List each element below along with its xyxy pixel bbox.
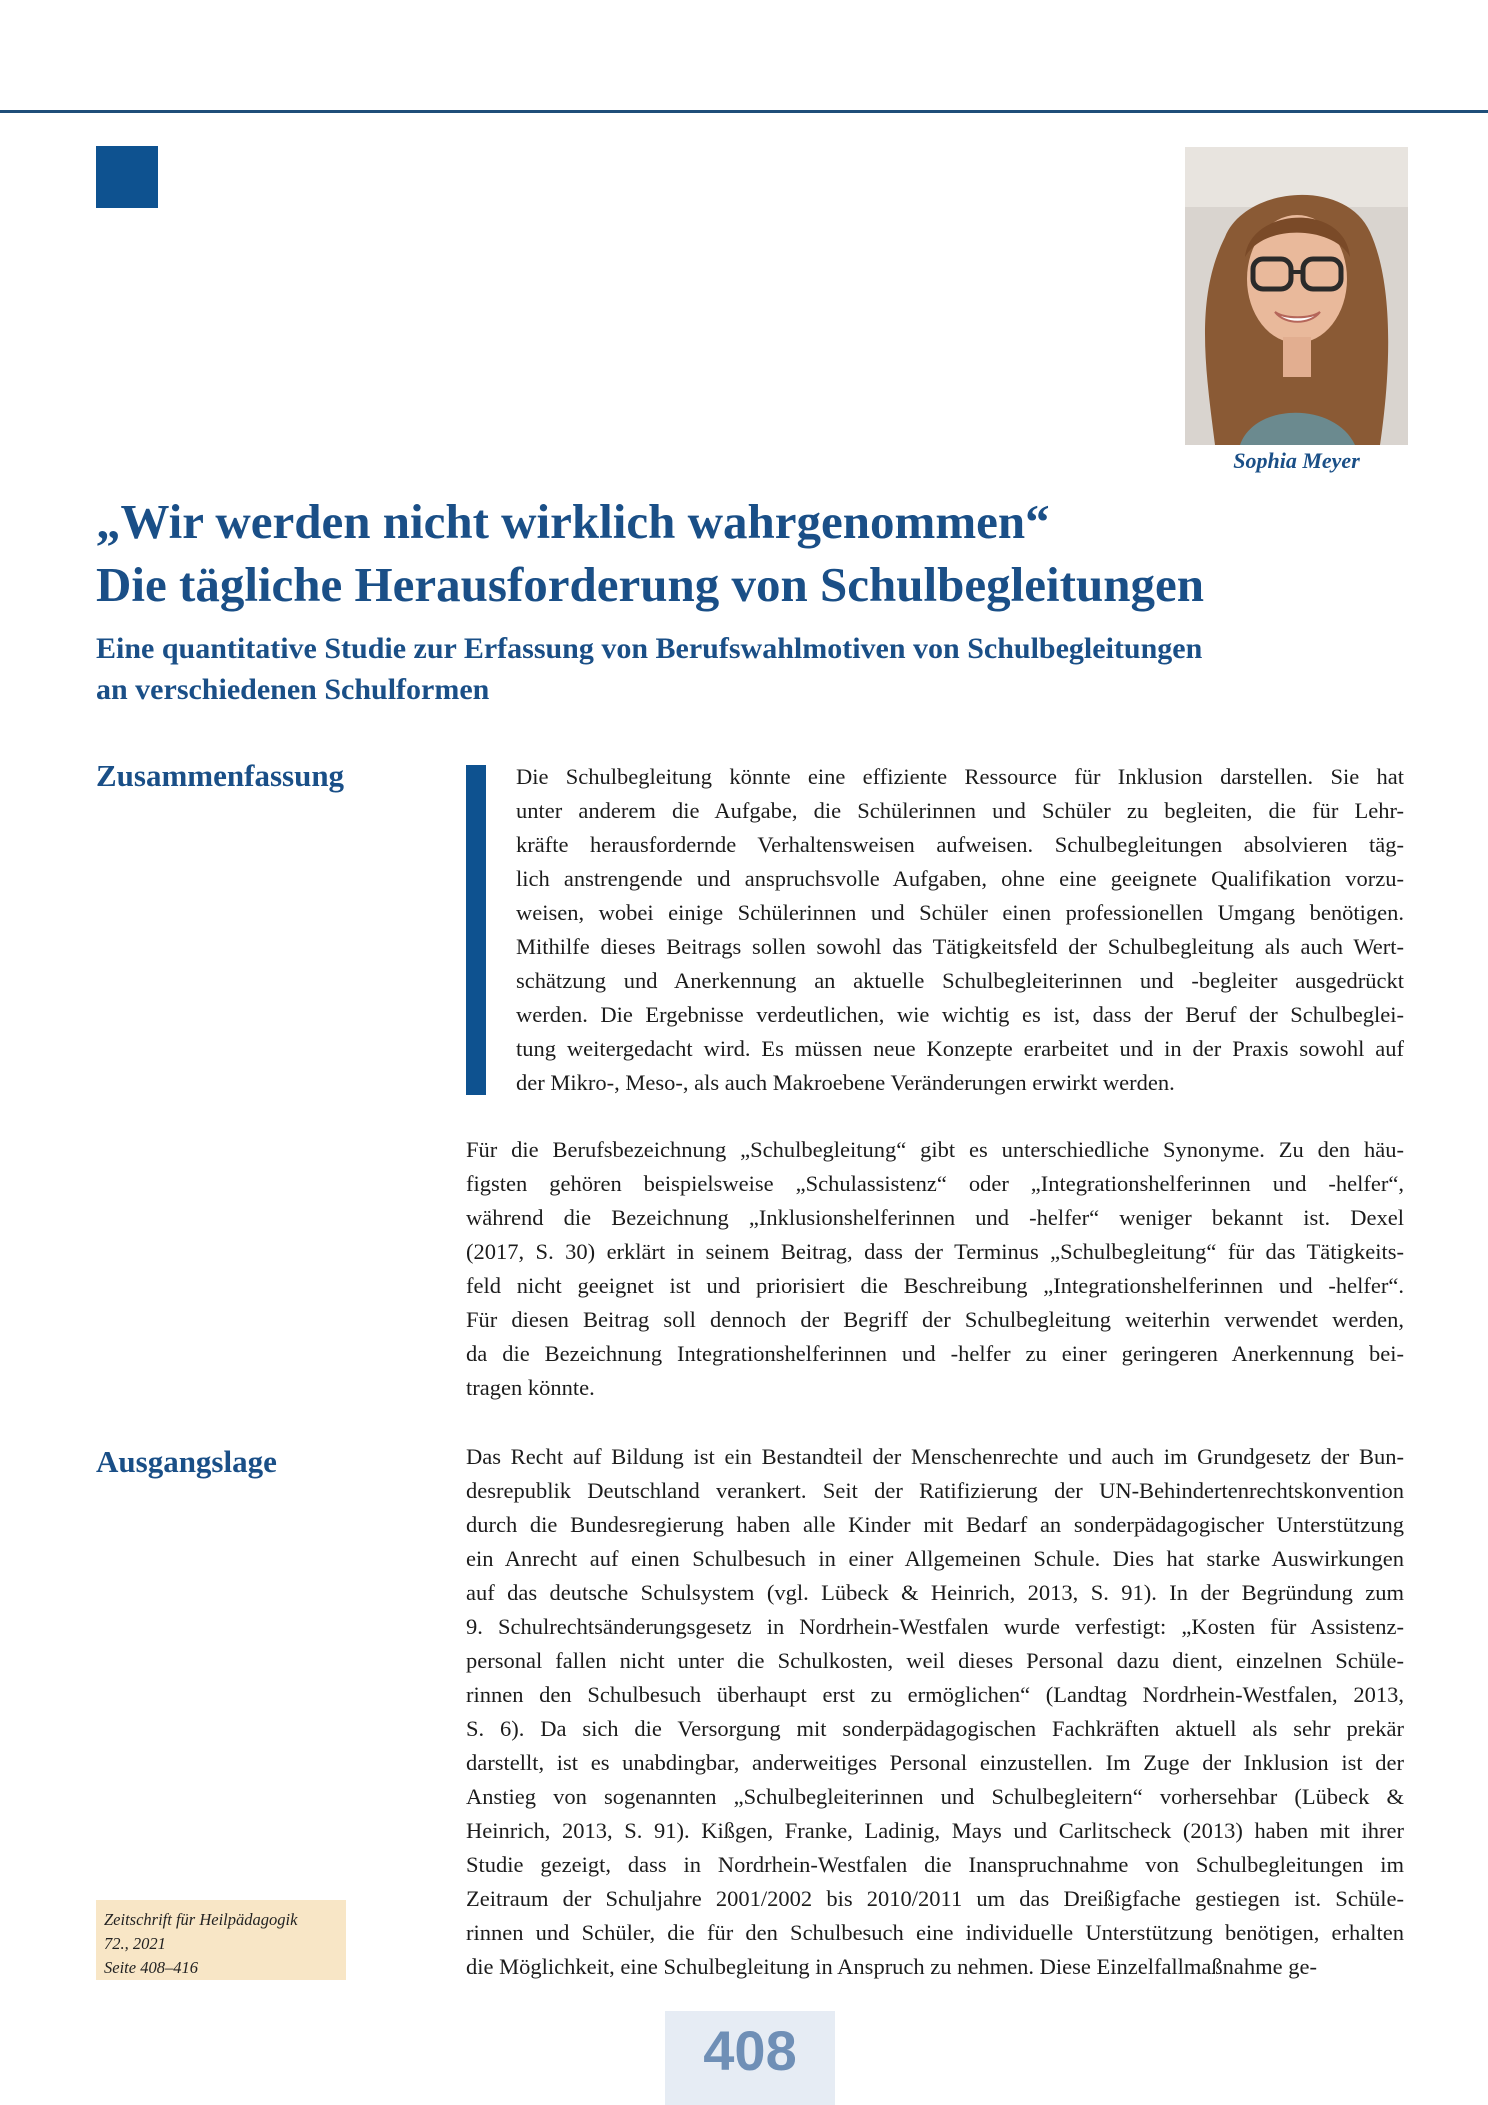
text-line: auf das deutsche Schulsystem (vgl. Lübeck & Heinrich, 2013, S. 91). In der Begründung zum <box>466 1580 1404 1605</box>
author-portrait-image <box>1185 147 1408 445</box>
article-title <box>96 490 1346 616</box>
author-name: Sophia Meyer <box>1233 448 1360 473</box>
text-line: feld nicht geeignet ist und priorisiert die Beschreibung „Integrationshelferinnen und -helfer“. <box>466 1273 1404 1298</box>
text-line: da die Bezeichnung Integrationshelferinnen und -helfer zu einer geringeren Anerkennung bei- <box>466 1341 1404 1366</box>
text-line: desrepublik Deutschland verankert. Seit der Ratifizierung der UN-Behindertenrechtskonvention <box>466 1478 1404 1503</box>
corner-square <box>96 146 158 208</box>
text-line: die Möglichkeit, eine Schulbegleitung in Anspruch zu nehmen. Diese Einzelfallmaßnahme ge- <box>466 1954 1318 1979</box>
author-photo <box>1185 147 1408 445</box>
text-line: darstellt, ist es unabdingbar, anderweitiges Personal einzustellen. Im Zuge der Inklusion ist der <box>466 1750 1404 1775</box>
text-line: kräfte herausfordernde Verhaltensweisen aufweisen. Schulbegleitungen absolvieren täg- <box>516 832 1404 857</box>
text-line: Für die Berufsbezeichnung „Schulbegleitung“ gibt es unterschiedliche Synonyme. Zu den häu- <box>466 1137 1404 1162</box>
text-line: Mithilfe dieses Beitrags sollen sowohl das Tätigkeitsfeld der Schulbegleitung als auch Wert- <box>516 934 1404 959</box>
journal-pages: Seite 408–416 <box>104 1958 198 1977</box>
text-line: werden. Die Ergebnisse verdeutlichen, wie wichtig es ist, dass der Beruf der Schulbeglei- <box>516 1002 1404 1027</box>
paragraph-intro <box>466 1133 1404 1405</box>
text-line: der Mikro-, Meso-, als auch Makroebene Veränderungen erwirkt werden. <box>516 1070 1175 1095</box>
text-line: S. 6). Da sich die Versorgung mit sonderpädagogischen Fachkräften aktuell als sehr prekär <box>466 1716 1404 1741</box>
text-line: Das Recht auf Bildung ist ein Bestandteil der Menschenrechte und auch im Grundgesetz der Bun- <box>466 1444 1404 1469</box>
abstract-bar <box>466 765 486 1095</box>
text-line: Anstieg von sogenannten „Schulbegleiterinnen und Schulbegleitern“ vorhersehbar (Lübeck & <box>466 1784 1404 1809</box>
paragraph-ausgangslage <box>466 1440 1404 1984</box>
text-line: während die Bezeichnung „Inklusionshelferinnen und -helfer“ weniger bekannt ist. Dexel <box>466 1205 1404 1230</box>
subtitle-line-2: an verschiedenen Schulformen <box>96 673 490 706</box>
journal-volume: 72., 2021 <box>104 1934 166 1953</box>
text-line: unter anderem die Aufgabe, die Schülerinnen und Schüler zu begleiten, die für Lehr- <box>516 798 1404 823</box>
intro-heading: Ausgangslage <box>96 1444 277 1479</box>
text-line: durch die Bundesregierung haben alle Kinder mit Bedarf an sonderpädagogischer Unterstützung <box>466 1512 1404 1537</box>
journal-info <box>96 1900 346 1980</box>
journal-name: Zeitschrift für Heilpädagogik <box>104 1910 298 1929</box>
title-line-2: Die tägliche Herausforderung von Schulbegleitungen <box>96 557 1204 612</box>
abstract-heading: Zusammenfassung <box>96 758 345 793</box>
text-line: weisen, wobei einige Schülerinnen und Schüler einen professionellen Umgang benötigen. <box>516 900 1404 925</box>
abstract-text <box>516 760 1404 1100</box>
text-line: tragen könnte. <box>466 1375 595 1400</box>
text-line: Für diesen Beitrag soll dennoch der Begriff der Schulbegleitung weiterhin verwendet werden, <box>466 1307 1404 1332</box>
text-line: Zeitraum der Schuljahre 2001/2002 bis 2010/2011 um das Dreißigfache gestiegen ist. Schüle- <box>466 1886 1404 1911</box>
text-line: tung weitergedacht wird. Es müssen neue Konzepte erarbeitet und in der Praxis sowohl auf <box>516 1036 1404 1061</box>
text-line: lich anstrengende und anspruchsvolle Aufgaben, ohne eine geeignete Qualifikation vorzu- <box>516 866 1404 891</box>
text-line: 9. Schulrechtsänderungsgesetz in Nordrhein-Westfalen wurde verfestigt: „Kosten für Assistenz- <box>466 1614 1404 1639</box>
text-line: rinnen und Schüler, die für den Schulbesuch eine individuelle Unterstützung benötigen, erhalten <box>466 1920 1404 1945</box>
title-line-1: „Wir werden nicht wirklich wahrgenommen“ <box>96 494 1050 549</box>
text-line: ein Anrecht auf einen Schulbesuch in einer Allgemeinen Schule. Dies hat starke Auswirkungen <box>466 1546 1404 1571</box>
page-number: 408 <box>665 2011 835 2105</box>
text-line: schätzung und Anerkennung an aktuelle Schulbegleiterinnen und -begleiter ausgedrückt <box>516 968 1404 993</box>
subtitle-line-1: Eine quantitative Studie zur Erfassung von Berufswahlmotiven von Schulbegleitungen <box>96 632 1203 665</box>
top-rule <box>0 110 1488 113</box>
text-line: personal fallen nicht unter die Schulkosten, weil dieses Personal dazu dient, einzelnen Schüle- <box>466 1648 1404 1673</box>
text-line: figsten gehören beispielsweise „Schulassistenz“ oder „Integrationshelferinnen und -helfer“, <box>466 1171 1404 1196</box>
article-subtitle <box>96 628 1346 710</box>
text-line: Studie gezeigt, dass in Nordrhein-Westfalen die Inanspruchnahme von Schulbegleitungen im <box>466 1852 1404 1877</box>
text-line: Die Schulbegleitung könnte eine effiziente Ressource für Inklusion darstellen. Sie hat <box>516 764 1404 789</box>
text-line: (2017, S. 30) erklärt in seinem Beitrag, dass der Terminus „Schulbegleitung“ für das Tätigkeits- <box>466 1239 1404 1264</box>
text-line: Heinrich, 2013, S. 91). Kißgen, Franke, Ladinig, Mays und Carlitscheck (2013) haben mit ihrer <box>466 1818 1404 1843</box>
text-line: rinnen den Schulbesuch überhaupt erst zu ermöglichen“ (Landtag Nordrhein-Westfalen, 2013, <box>466 1682 1404 1707</box>
